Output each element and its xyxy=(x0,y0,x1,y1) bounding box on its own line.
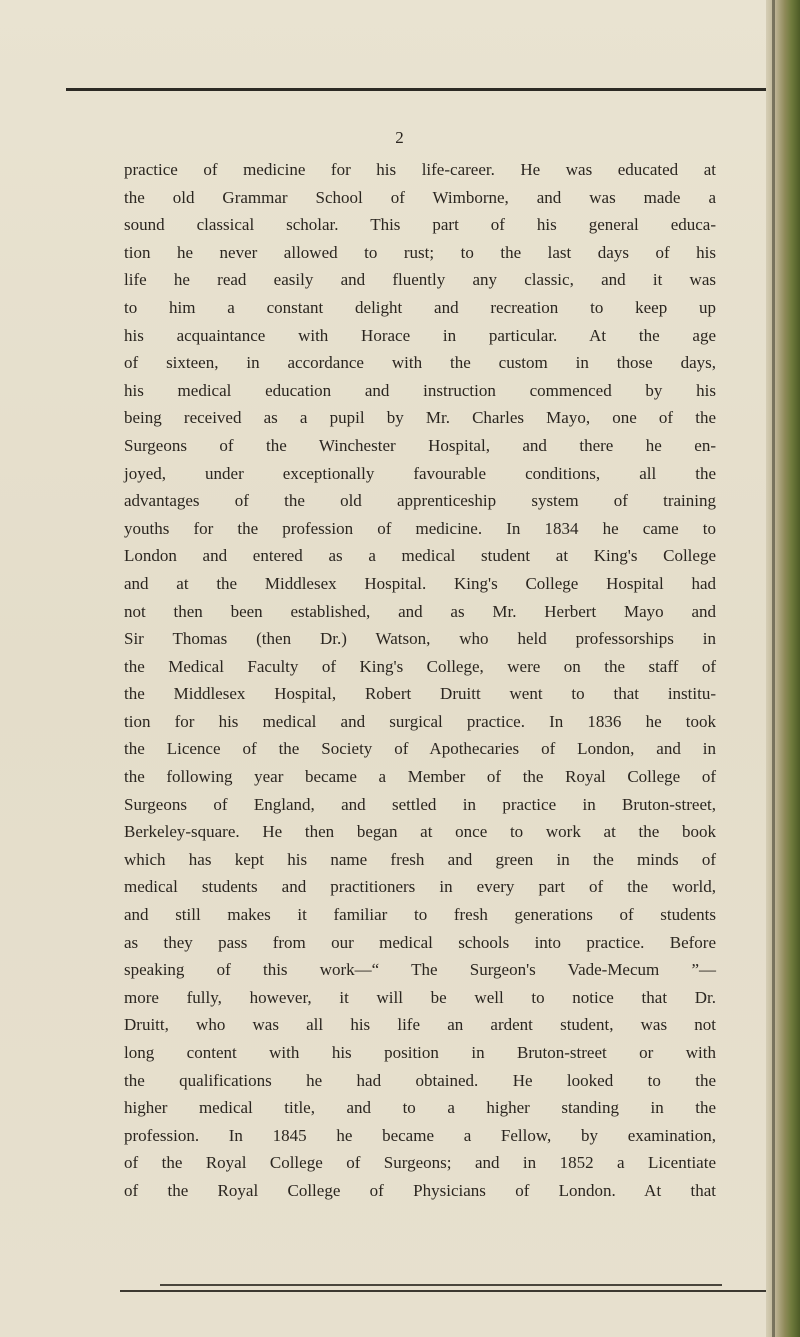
book-binding-edge xyxy=(766,0,800,1337)
text-line: profession. In 1845 he became a Fellow, by examination, xyxy=(124,1125,716,1145)
text-line: to him a constant delight and recreation to keep up xyxy=(124,297,716,317)
text-line: of the Royal College of Surgeons; and in 1852 a Licentiate xyxy=(124,1153,716,1173)
text-line: tion he never allowed to rust; to the last days of his xyxy=(124,242,716,262)
text-line: long content with his position in Bruton-street or with xyxy=(124,1043,716,1062)
text-line: which has kept his name fresh and green in the minds of xyxy=(124,849,716,869)
text-line: of the Royal College of Physicians of London. At that xyxy=(124,1180,716,1200)
text-line: not then been established, and as Mr. Herbert Mayo and xyxy=(124,601,716,621)
text-line: the Licence of the Society of Apothecaries of London, and in xyxy=(124,739,716,759)
text-line: medical students and practitioners in every part of the world, xyxy=(124,877,716,897)
text-line: speaking of this work—“ The Surgeon's Vade-Mecum ”— xyxy=(124,960,716,980)
bottom-rule xyxy=(160,1284,722,1286)
text-line: the qualifications he had obtained. He looked to the xyxy=(124,1070,716,1090)
text-line: the Medical Faculty of King's College, were on the staff of xyxy=(124,656,716,676)
text-line: his acquaintance with Horace in particular. At the age xyxy=(124,325,716,345)
text-line: sound classical scholar. This part of his general educa- xyxy=(124,215,716,235)
text-line: Surgeons of the Winchester Hospital, and there he en- xyxy=(124,435,716,455)
text-line: the Middlesex Hospital, Robert Druitt went to that institu- xyxy=(124,684,716,704)
top-rule xyxy=(66,88,766,91)
text-line: the old Grammar School of Wimborne, and was made a xyxy=(124,187,716,207)
text-line: advantages of the old apprenticeship system of training xyxy=(124,491,716,511)
bottom-rule-lower xyxy=(120,1290,766,1292)
text-line: and at the Middlesex Hospital. King's College Hospital had xyxy=(124,573,716,593)
text-line: as they pass from our medical schools into practice. Before xyxy=(124,932,716,952)
text-line: being received as a pupil by Mr. Charles Mayo, one of the xyxy=(124,408,716,428)
text-line: practice of medicine for his life-career. He was educated at xyxy=(124,160,716,179)
text-line: Surgeons of England, and settled in practice in Bruton-street, xyxy=(124,794,716,814)
text-line: Berkeley-square. He then began at once to work at the book xyxy=(124,822,716,842)
text-line: tion for his medical and surgical practice. In 1836 he took xyxy=(124,711,716,731)
text-line: and still makes it familiar to fresh generations of students xyxy=(124,905,716,925)
text-line: youths for the profession of medicine. In 1834 he came to xyxy=(124,518,716,538)
text-line: London and entered as a medical student at King's College xyxy=(124,546,716,566)
text-line: the following year became a Member of the Royal College of xyxy=(124,767,716,787)
text-line: Druitt, who was all his life an ardent student, was not xyxy=(124,1015,716,1035)
text-line: Sir Thomas (then Dr.) Watson, who held professorships in xyxy=(124,629,716,649)
text-line: higher medical title, and to a higher standing in the xyxy=(124,1098,716,1118)
body-text xyxy=(124,156,716,1205)
page-number: 2 xyxy=(395,128,405,147)
text-line: of sixteen, in accordance with the custom in those days, xyxy=(124,353,716,373)
text-line: his medical education and instruction commenced by his xyxy=(124,380,716,400)
text-line: joyed, under exceptionally favourable conditions, all the xyxy=(124,463,716,483)
text-line: life he read easily and fluently any classic, and it was xyxy=(124,270,716,290)
text-line: more fully, however, it will be well to notice that Dr. xyxy=(124,987,716,1007)
